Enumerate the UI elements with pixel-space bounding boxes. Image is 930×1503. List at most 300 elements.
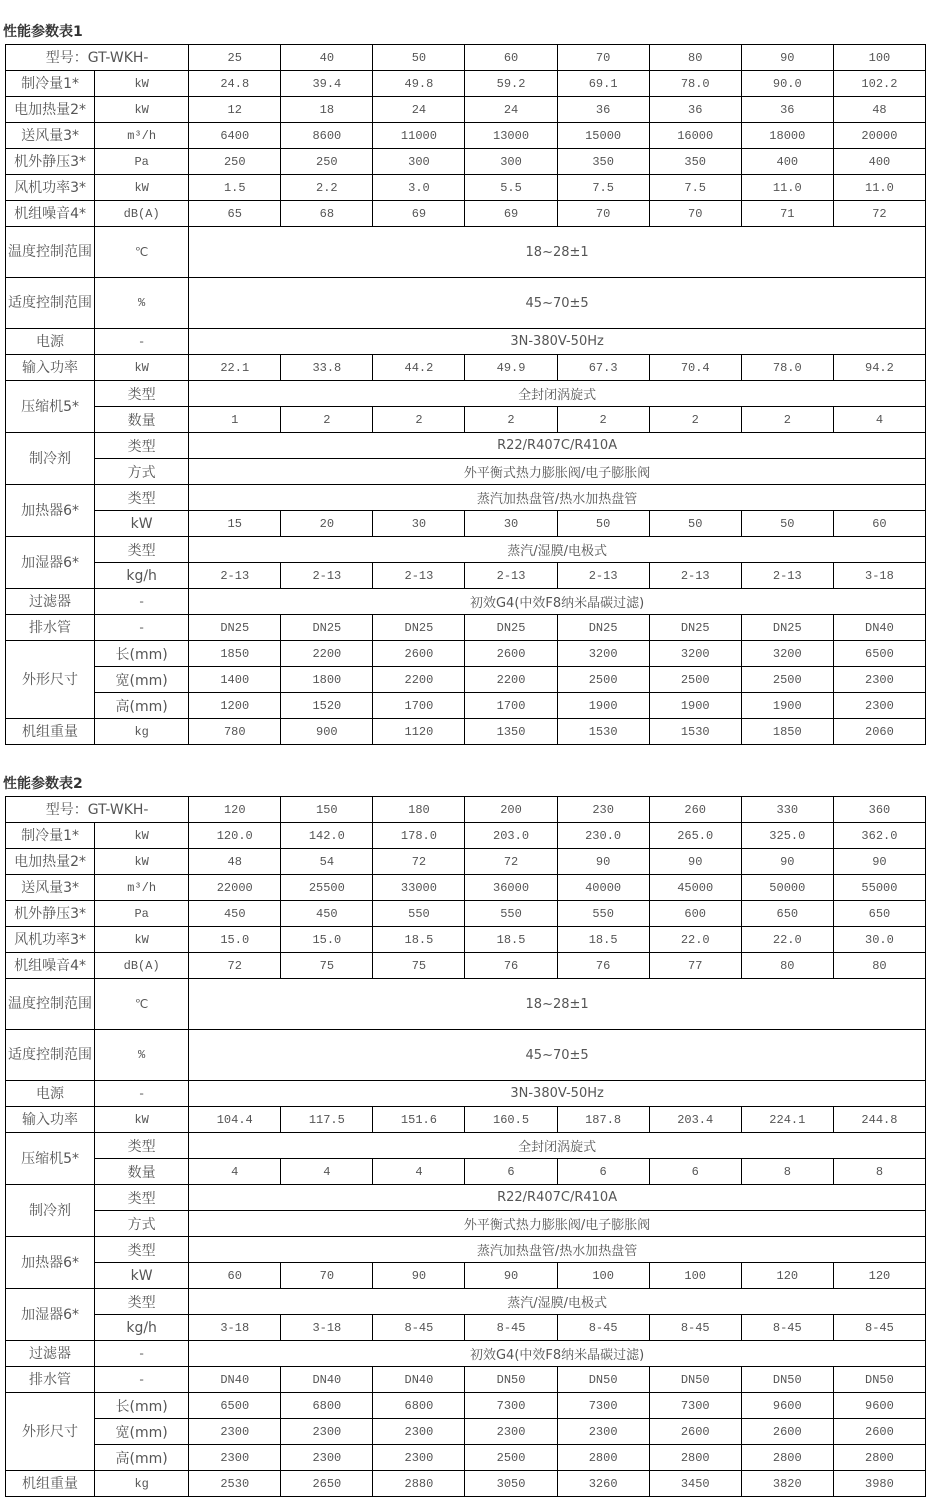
value-cell: 8-45 [465, 1315, 557, 1341]
value-cell: 8-45 [373, 1315, 465, 1341]
value-cell: 325.0 [741, 823, 833, 849]
value-cell: 33000 [373, 875, 465, 901]
row-label: 风机功率3* [6, 175, 95, 201]
value-cell: 76 [465, 953, 557, 979]
value-cell: DN25 [649, 615, 741, 641]
value-cell: 1700 [373, 693, 465, 719]
value-cell: 550 [557, 901, 649, 927]
value-cell: 2 [741, 407, 833, 433]
table-row [6, 381, 926, 407]
table-row [6, 1471, 926, 1497]
row-label: 制冷量1* [6, 71, 95, 97]
value-cell: 8 [741, 1159, 833, 1185]
row-label: 送风量3* [6, 123, 95, 149]
value-cell: 48 [833, 97, 925, 123]
table-row [6, 667, 926, 693]
sub-label: 类型 [95, 381, 189, 407]
value-cell: 900 [281, 719, 373, 745]
table-row [6, 123, 926, 149]
value-cell: DN50 [833, 1367, 925, 1393]
model-cell: 330 [741, 797, 833, 823]
value-cell: 48 [189, 849, 281, 875]
value-cell: 104.4 [189, 1107, 281, 1133]
row-label: 机外静压3* [6, 901, 95, 927]
value-cell: 3450 [649, 1471, 741, 1497]
value-cell: 7.5 [557, 175, 649, 201]
table-row [6, 1393, 926, 1419]
value-cell: 244.8 [833, 1107, 925, 1133]
unit-cell: % [95, 1030, 189, 1081]
row-label: 压缩机5* [6, 1133, 95, 1185]
value-cell: 362.0 [833, 823, 925, 849]
table-row [6, 278, 926, 329]
sub-label: 数量 [95, 407, 189, 433]
value-cell: 24 [465, 97, 557, 123]
value-cell: 2300 [189, 1419, 281, 1445]
model-cell: 50 [373, 45, 465, 71]
unit-cell: ℃ [95, 227, 189, 278]
value-cell: 2800 [649, 1445, 741, 1471]
table-row [6, 1133, 926, 1159]
table-row [6, 849, 926, 875]
row-label: 排水管 [6, 1367, 95, 1393]
value-cell: 2 [465, 407, 557, 433]
value-cell: 3.0 [373, 175, 465, 201]
table-row [6, 875, 926, 901]
value-cell: 8-45 [741, 1315, 833, 1341]
value-cell: 65 [189, 201, 281, 227]
value-cell: 2200 [281, 641, 373, 667]
merged-value: 全封闭涡旋式 [189, 381, 926, 407]
value-cell: 160.5 [465, 1107, 557, 1133]
value-cell: 6 [557, 1159, 649, 1185]
value-cell: 2530 [189, 1471, 281, 1497]
row-label: 输入功率 [6, 355, 95, 381]
value-cell: 72 [373, 849, 465, 875]
sub-label: 长(mm) [95, 1393, 189, 1419]
value-cell: 44.2 [373, 355, 465, 381]
row-label: 加湿器6* [6, 1289, 95, 1341]
value-cell: DN25 [281, 615, 373, 641]
spec-table [5, 44, 926, 745]
sub-label: 长(mm) [95, 641, 189, 667]
model-cell: 25 [189, 45, 281, 71]
value-cell: 4 [189, 1159, 281, 1185]
row-label: 适度控制范围 [6, 1030, 95, 1081]
value-cell: 2-13 [557, 563, 649, 589]
merged-value: 3N-380V-50Hz [189, 329, 926, 355]
value-cell: 4 [281, 1159, 373, 1185]
value-cell: 100 [557, 1263, 649, 1289]
value-cell: 187.8 [557, 1107, 649, 1133]
merged-value: R22/R407C/R410A [189, 433, 926, 459]
value-cell: 50 [557, 511, 649, 537]
value-cell: DN40 [281, 1367, 373, 1393]
merged-value: 蒸汽/湿膜/电极式 [189, 1289, 926, 1315]
table-row [6, 433, 926, 459]
value-cell: 142.0 [281, 823, 373, 849]
model-cell: 90 [741, 45, 833, 71]
value-cell: 1530 [649, 719, 741, 745]
value-cell: 2800 [741, 1445, 833, 1471]
section-title: 性能参数表1 [3, 24, 83, 40]
unit-cell: kW [95, 849, 189, 875]
value-cell: 2650 [281, 1471, 373, 1497]
value-cell: 2600 [373, 641, 465, 667]
unit-cell: % [95, 278, 189, 329]
value-cell: 55000 [833, 875, 925, 901]
value-cell: 2600 [833, 1419, 925, 1445]
sub-label: 数量 [95, 1159, 189, 1185]
table-row [6, 1159, 926, 1185]
sub-label: 类型 [95, 1237, 189, 1263]
merged-value: 初效G4(中效F8纳米晶碳过滤) [189, 1341, 926, 1367]
unit-cell: kW [95, 355, 189, 381]
table-row [6, 589, 926, 615]
value-cell: 350 [557, 149, 649, 175]
table-row [6, 537, 926, 563]
value-cell: 1850 [741, 719, 833, 745]
value-cell: 450 [189, 901, 281, 927]
row-label: 电加热量2* [6, 97, 95, 123]
value-cell: 650 [741, 901, 833, 927]
table-row [6, 459, 926, 485]
sub-label: 宽(mm) [95, 667, 189, 693]
value-cell: 13000 [465, 123, 557, 149]
value-cell: 30 [465, 511, 557, 537]
value-cell: 70.4 [649, 355, 741, 381]
value-cell: 67.3 [557, 355, 649, 381]
value-cell: 20 [281, 511, 373, 537]
value-cell: 78.0 [649, 71, 741, 97]
row-label: 温度控制范围 [6, 979, 95, 1030]
merged-value: 蒸汽加热盘管/热水加热盘管 [189, 1237, 926, 1263]
value-cell: 120 [741, 1263, 833, 1289]
value-cell: DN25 [189, 615, 281, 641]
row-label: 外形尺寸 [6, 1393, 95, 1471]
model-cell: 80 [649, 45, 741, 71]
value-cell: 50 [741, 511, 833, 537]
row-label: 外形尺寸 [6, 641, 95, 719]
unit-cell: Pa [95, 901, 189, 927]
value-cell: 20000 [833, 123, 925, 149]
row-label: 加湿器6* [6, 537, 95, 589]
row-label: 机组噪音4* [6, 953, 95, 979]
table-row [6, 227, 926, 278]
value-cell: 250 [189, 149, 281, 175]
value-cell: 2300 [833, 693, 925, 719]
value-cell: 36000 [465, 875, 557, 901]
value-cell: 1850 [189, 641, 281, 667]
row-label: 加热器6* [6, 1237, 95, 1289]
merged-value: R22/R407C/R410A [189, 1185, 926, 1211]
value-cell: 300 [465, 149, 557, 175]
value-cell: 2300 [281, 1419, 373, 1445]
value-cell: 102.2 [833, 71, 925, 97]
value-cell: 15 [189, 511, 281, 537]
table-row [6, 407, 926, 433]
unit-cell: - [95, 1081, 189, 1107]
table-row [6, 953, 926, 979]
value-cell: 36 [557, 97, 649, 123]
value-cell: 30 [373, 511, 465, 537]
unit-cell: dB(A) [95, 201, 189, 227]
value-cell: 2 [649, 407, 741, 433]
sub-label: 类型 [95, 1185, 189, 1211]
value-cell: 1120 [373, 719, 465, 745]
value-cell: 1400 [189, 667, 281, 693]
value-cell: 2060 [833, 719, 925, 745]
value-cell: DN50 [465, 1367, 557, 1393]
value-cell: 49.8 [373, 71, 465, 97]
row-label: 电源 [6, 329, 95, 355]
unit-cell: kW [95, 1107, 189, 1133]
model-header-row [6, 45, 926, 71]
model-cell: 120 [189, 797, 281, 823]
value-cell: 90 [373, 1263, 465, 1289]
value-cell: 2 [557, 407, 649, 433]
value-cell: 6 [649, 1159, 741, 1185]
value-cell: 400 [833, 149, 925, 175]
value-cell: DN25 [557, 615, 649, 641]
value-cell: 15.0 [189, 927, 281, 953]
row-label: 机外静压3* [6, 149, 95, 175]
value-cell: 60 [833, 511, 925, 537]
value-cell: 1900 [557, 693, 649, 719]
value-cell: 36 [741, 97, 833, 123]
value-cell: DN40 [373, 1367, 465, 1393]
value-cell: 600 [649, 901, 741, 927]
value-cell: 90 [833, 849, 925, 875]
value-cell: 5.5 [465, 175, 557, 201]
value-cell: 8-45 [557, 1315, 649, 1341]
sub-label: kW [95, 511, 189, 537]
value-cell: 2500 [649, 667, 741, 693]
value-cell: 2500 [557, 667, 649, 693]
value-cell: 550 [465, 901, 557, 927]
value-cell: 7300 [649, 1393, 741, 1419]
value-cell: 6800 [281, 1393, 373, 1419]
value-cell: 69 [465, 201, 557, 227]
table-row [6, 485, 926, 511]
table-row [6, 1367, 926, 1393]
value-cell: 36 [649, 97, 741, 123]
value-cell: 6500 [833, 641, 925, 667]
value-cell: 59.2 [465, 71, 557, 97]
section-title: 性能参数表2 [3, 776, 83, 792]
unit-cell: - [95, 615, 189, 641]
value-cell: 117.5 [281, 1107, 373, 1133]
unit-cell: - [95, 1341, 189, 1367]
value-cell: 1900 [741, 693, 833, 719]
unit-cell: m³/h [95, 875, 189, 901]
table-row [6, 175, 926, 201]
value-cell: 3200 [557, 641, 649, 667]
value-cell: 2300 [557, 1419, 649, 1445]
spec-table [5, 796, 926, 1497]
value-cell: 11.0 [741, 175, 833, 201]
value-cell: 203.4 [649, 1107, 741, 1133]
row-label: 风机功率3* [6, 927, 95, 953]
value-cell: 120 [833, 1263, 925, 1289]
merged-value: 18~28±1 [189, 979, 926, 1030]
value-cell: 250 [281, 149, 373, 175]
value-cell: 2-13 [281, 563, 373, 589]
value-cell: 54 [281, 849, 373, 875]
value-cell: 90 [649, 849, 741, 875]
value-cell: 24.8 [189, 71, 281, 97]
table-row [6, 355, 926, 381]
value-cell: 178.0 [373, 823, 465, 849]
unit-cell: Pa [95, 149, 189, 175]
value-cell: 1800 [281, 667, 373, 693]
table-row [6, 979, 926, 1030]
value-cell: 2300 [189, 1445, 281, 1471]
unit-cell: kW [95, 71, 189, 97]
value-cell: DN50 [741, 1367, 833, 1393]
value-cell: 3050 [465, 1471, 557, 1497]
value-cell: 72 [833, 201, 925, 227]
value-cell: 18 [281, 97, 373, 123]
unit-cell: kg [95, 719, 189, 745]
value-cell: 2880 [373, 1471, 465, 1497]
value-cell: 15.0 [281, 927, 373, 953]
row-label: 机组重量 [6, 1471, 95, 1497]
table-row [6, 71, 926, 97]
merged-value: 45~70±5 [189, 1030, 926, 1081]
model-label: 型号：GT-WKH- [6, 797, 189, 823]
value-cell: 2500 [465, 1445, 557, 1471]
value-cell: 224.1 [741, 1107, 833, 1133]
value-cell: 1700 [465, 693, 557, 719]
value-cell: 76 [557, 953, 649, 979]
table-row [6, 719, 926, 745]
value-cell: 30.0 [833, 927, 925, 953]
value-cell: 2-13 [189, 563, 281, 589]
row-label: 电加热量2* [6, 849, 95, 875]
model-cell: 180 [373, 797, 465, 823]
table-row [6, 1030, 926, 1081]
value-cell: 230.0 [557, 823, 649, 849]
value-cell: 2500 [741, 667, 833, 693]
merged-value: 初效G4(中效F8纳米晶碳过滤) [189, 589, 926, 615]
table-row [6, 511, 926, 537]
value-cell: 1350 [465, 719, 557, 745]
value-cell: DN40 [833, 615, 925, 641]
value-cell: DN25 [465, 615, 557, 641]
row-label: 过滤器 [6, 1341, 95, 1367]
value-cell: 650 [833, 901, 925, 927]
value-cell: 7.5 [649, 175, 741, 201]
unit-cell: dB(A) [95, 953, 189, 979]
value-cell: 49.9 [465, 355, 557, 381]
value-cell: 1900 [649, 693, 741, 719]
value-cell: 265.0 [649, 823, 741, 849]
value-cell: 39.4 [281, 71, 373, 97]
unit-cell: ℃ [95, 979, 189, 1030]
model-cell: 360 [833, 797, 925, 823]
value-cell: 2600 [649, 1419, 741, 1445]
value-cell: 22.0 [649, 927, 741, 953]
table-row [6, 1211, 926, 1237]
table-row [6, 927, 926, 953]
value-cell: 78.0 [741, 355, 833, 381]
value-cell: 33.8 [281, 355, 373, 381]
merged-value: 3N-380V-50Hz [189, 1081, 926, 1107]
value-cell: 6 [465, 1159, 557, 1185]
sub-label: 宽(mm) [95, 1419, 189, 1445]
value-cell: 120.0 [189, 823, 281, 849]
table-row [6, 1341, 926, 1367]
row-label: 机组噪音4* [6, 201, 95, 227]
value-cell: 100 [649, 1263, 741, 1289]
table-row [6, 563, 926, 589]
value-cell: 80 [833, 953, 925, 979]
value-cell: 2300 [373, 1419, 465, 1445]
value-cell: 60 [189, 1263, 281, 1289]
sub-label: kg/h [95, 1315, 189, 1341]
table-row [6, 329, 926, 355]
value-cell: 7300 [465, 1393, 557, 1419]
value-cell: 50000 [741, 875, 833, 901]
unit-cell: kW [95, 97, 189, 123]
value-cell: 22000 [189, 875, 281, 901]
value-cell: 6400 [189, 123, 281, 149]
value-cell: 8-45 [649, 1315, 741, 1341]
table-row [6, 1445, 926, 1471]
unit-cell: - [95, 1367, 189, 1393]
value-cell: 75 [373, 953, 465, 979]
value-cell: 12 [189, 97, 281, 123]
merged-value: 蒸汽/湿膜/电极式 [189, 537, 926, 563]
sub-label: kg/h [95, 563, 189, 589]
value-cell: 9600 [833, 1393, 925, 1419]
value-cell: 350 [649, 149, 741, 175]
value-cell: 3200 [649, 641, 741, 667]
value-cell: 1520 [281, 693, 373, 719]
value-cell: 4 [373, 1159, 465, 1185]
value-cell: 3-18 [281, 1315, 373, 1341]
row-label: 适度控制范围 [6, 278, 95, 329]
table-row [6, 615, 926, 641]
value-cell: 151.6 [373, 1107, 465, 1133]
value-cell: DN25 [741, 615, 833, 641]
value-cell: 94.2 [833, 355, 925, 381]
value-cell: 90 [741, 849, 833, 875]
value-cell: 80 [741, 953, 833, 979]
value-cell: 1.5 [189, 175, 281, 201]
value-cell: 70 [281, 1263, 373, 1289]
value-cell: 2 [281, 407, 373, 433]
model-cell: 40 [281, 45, 373, 71]
model-cell: 230 [557, 797, 649, 823]
merged-value: 45~70±5 [189, 278, 926, 329]
row-label: 温度控制范围 [6, 227, 95, 278]
table-row [6, 1237, 926, 1263]
row-label: 制冷量1* [6, 823, 95, 849]
value-cell: 90.0 [741, 71, 833, 97]
value-cell: 2800 [833, 1445, 925, 1471]
table-row [6, 1081, 926, 1107]
value-cell: 69.1 [557, 71, 649, 97]
sub-label: kW [95, 1263, 189, 1289]
sub-label: 方式 [95, 459, 189, 485]
value-cell: 15000 [557, 123, 649, 149]
value-cell: 90 [557, 849, 649, 875]
value-cell: 69 [373, 201, 465, 227]
row-label: 排水管 [6, 615, 95, 641]
value-cell: 3260 [557, 1471, 649, 1497]
